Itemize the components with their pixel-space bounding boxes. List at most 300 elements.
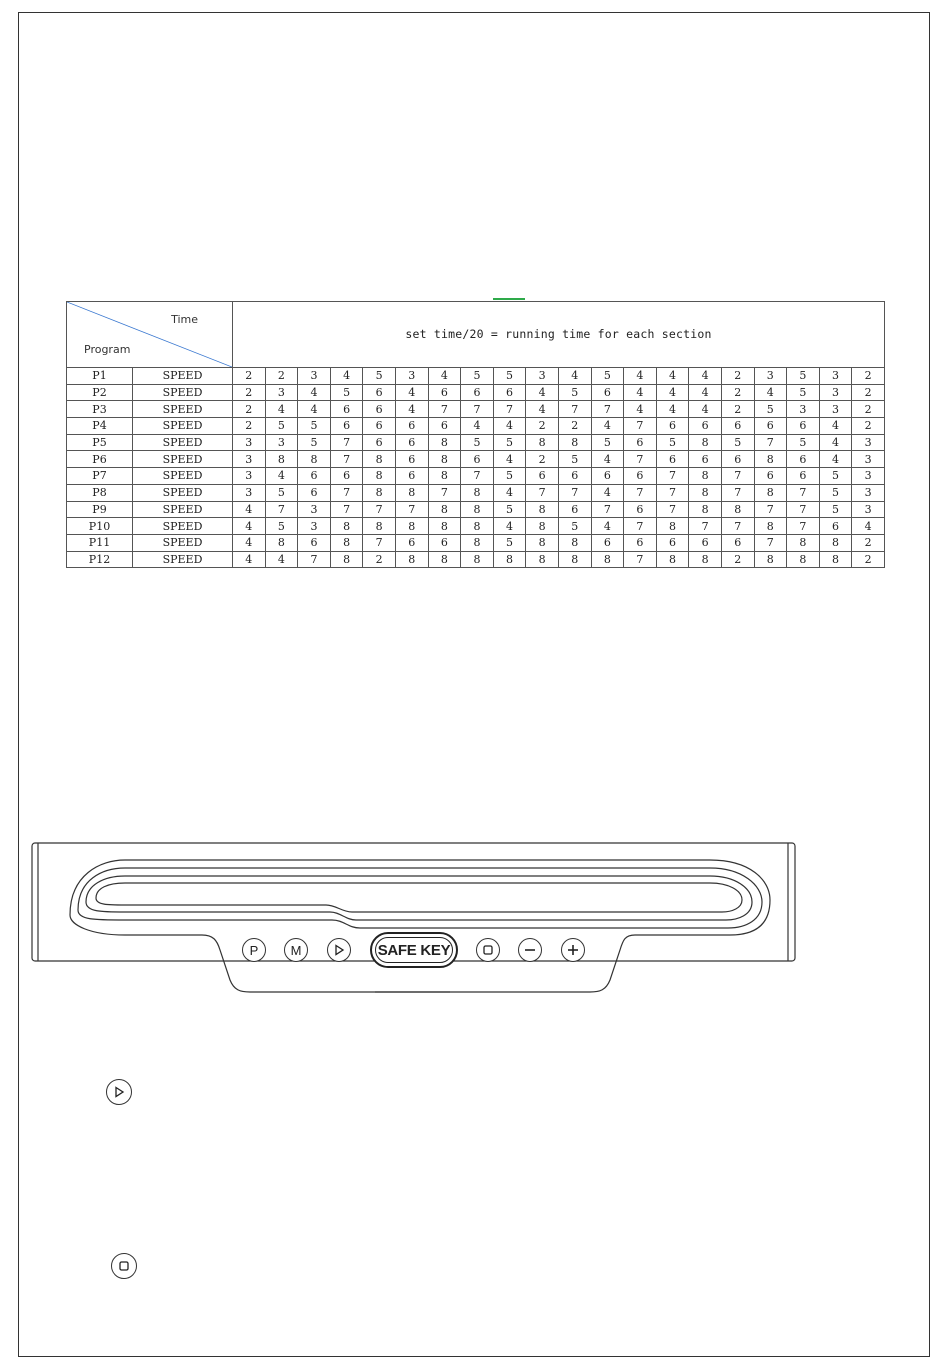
speed-value-cell: 8 bbox=[461, 551, 494, 568]
speed-value-cell: 4 bbox=[819, 434, 852, 451]
speed-value-cell: 6 bbox=[787, 418, 820, 435]
speed-value-cell: 2 bbox=[233, 401, 266, 418]
speed-value-cell: 4 bbox=[395, 384, 428, 401]
speed-value-cell: 7 bbox=[656, 468, 689, 485]
speed-value-cell: 8 bbox=[656, 518, 689, 535]
program-cell: P6 bbox=[67, 451, 133, 468]
speed-value-cell: 4 bbox=[233, 518, 266, 535]
speed-value-cell: 7 bbox=[624, 484, 657, 501]
speed-value-cell: 4 bbox=[298, 384, 331, 401]
speed-value-cell: 4 bbox=[330, 368, 363, 385]
speed-value-cell: 8 bbox=[754, 551, 787, 568]
speed-value-cell: 4 bbox=[298, 401, 331, 418]
speed-value-cell: 7 bbox=[461, 401, 494, 418]
speed-value-cell: 4 bbox=[493, 451, 526, 468]
speed-value-cell: 3 bbox=[819, 368, 852, 385]
speed-value-cell: 6 bbox=[591, 468, 624, 485]
speed-value-cell: 6 bbox=[591, 384, 624, 401]
speed-label-cell: SPEED bbox=[133, 368, 233, 385]
speed-value-cell: 3 bbox=[852, 434, 885, 451]
speed-value-cell: 5 bbox=[591, 368, 624, 385]
table-row bbox=[67, 501, 885, 518]
safe-key-label: SAFE KEY bbox=[377, 941, 451, 959]
speed-value-cell: 6 bbox=[754, 468, 787, 485]
speed-value-cell: 7 bbox=[754, 434, 787, 451]
speed-value-cell: 8 bbox=[493, 551, 526, 568]
speed-value-cell: 7 bbox=[363, 501, 396, 518]
safe-key-button[interactable] bbox=[370, 932, 458, 968]
speed-value-cell: 6 bbox=[721, 534, 754, 551]
speed-value-cell: 3 bbox=[233, 451, 266, 468]
speed-value-cell: 3 bbox=[298, 501, 331, 518]
speed-value-cell: 4 bbox=[265, 401, 298, 418]
speed-value-cell: 7 bbox=[558, 401, 591, 418]
speed-value-cell: 7 bbox=[363, 534, 396, 551]
speed-value-cell: 6 bbox=[558, 468, 591, 485]
stop-button[interactable] bbox=[476, 938, 500, 962]
speed-value-cell: 2 bbox=[852, 384, 885, 401]
speed-value-cell: 7 bbox=[428, 401, 461, 418]
speed-value-cell: 2 bbox=[852, 401, 885, 418]
program-cell: P5 bbox=[67, 434, 133, 451]
table-row bbox=[67, 484, 885, 501]
speed-value-cell: 6 bbox=[330, 401, 363, 418]
speed-value-cell: 8 bbox=[363, 518, 396, 535]
program-cell: P3 bbox=[67, 401, 133, 418]
speed-value-cell: 7 bbox=[330, 501, 363, 518]
speed-value-cell: 8 bbox=[787, 551, 820, 568]
speed-value-cell: 3 bbox=[395, 368, 428, 385]
speed-value-cell: 6 bbox=[428, 384, 461, 401]
speed-value-cell: 5 bbox=[819, 484, 852, 501]
speed-value-cell: 3 bbox=[233, 484, 266, 501]
speed-value-cell: 7 bbox=[721, 468, 754, 485]
speed-value-cell: 4 bbox=[624, 368, 657, 385]
speed-value-cell: 6 bbox=[428, 418, 461, 435]
speed-value-cell: 8 bbox=[787, 534, 820, 551]
speed-value-cell: 3 bbox=[298, 518, 331, 535]
speed-value-cell: 6 bbox=[656, 451, 689, 468]
speed-value-cell: 3 bbox=[298, 368, 331, 385]
speed-value-cell: 8 bbox=[428, 551, 461, 568]
speed-value-cell: 8 bbox=[591, 551, 624, 568]
speed-value-cell: 2 bbox=[721, 368, 754, 385]
speed-label-cell: SPEED bbox=[133, 551, 233, 568]
speed-value-cell: 6 bbox=[298, 484, 331, 501]
speed-value-cell: 6 bbox=[395, 468, 428, 485]
speed-value-cell: 8 bbox=[428, 434, 461, 451]
speed-value-cell: 5 bbox=[787, 384, 820, 401]
speed-value-cell: 3 bbox=[265, 434, 298, 451]
table-row bbox=[67, 384, 885, 401]
speed-value-cell: 5 bbox=[493, 434, 526, 451]
speed-value-cell: 8 bbox=[330, 551, 363, 568]
program-cell: P4 bbox=[67, 418, 133, 435]
speed-value-cell: 5 bbox=[493, 501, 526, 518]
speed-value-cell: 6 bbox=[461, 451, 494, 468]
speed-value-cell: 7 bbox=[787, 484, 820, 501]
speed-value-cell: 4 bbox=[461, 418, 494, 435]
table-row bbox=[67, 401, 885, 418]
speed-value-cell: 8 bbox=[689, 434, 722, 451]
speed-value-cell: 7 bbox=[298, 551, 331, 568]
speed-value-cell: 4 bbox=[689, 384, 722, 401]
speed-value-cell: 6 bbox=[624, 468, 657, 485]
speed-value-cell: 8 bbox=[754, 518, 787, 535]
speed-value-cell: 2 bbox=[526, 418, 559, 435]
speed-value-cell: 8 bbox=[526, 551, 559, 568]
speed-value-cell: 7 bbox=[330, 484, 363, 501]
treadmill-console-drawing bbox=[30, 840, 800, 995]
start-icon bbox=[333, 944, 345, 956]
speed-value-cell: 8 bbox=[558, 534, 591, 551]
speed-value-cell: 8 bbox=[461, 501, 494, 518]
speed-value-cell: 5 bbox=[298, 418, 331, 435]
speed-value-cell: 8 bbox=[330, 518, 363, 535]
speed-value-cell: 6 bbox=[363, 434, 396, 451]
speed-value-cell: 5 bbox=[461, 368, 494, 385]
header-note: set time/20 = running time for each section bbox=[233, 302, 885, 368]
program-cell: P12 bbox=[67, 551, 133, 568]
speed-value-cell: 7 bbox=[330, 451, 363, 468]
speed-value-cell: 6 bbox=[298, 534, 331, 551]
speed-value-cell: 7 bbox=[787, 518, 820, 535]
program-button-label: P bbox=[249, 942, 259, 958]
speed-value-cell: 3 bbox=[819, 384, 852, 401]
speed-value-cell: 4 bbox=[656, 384, 689, 401]
table-header-row bbox=[67, 302, 885, 368]
speed-value-cell: 7 bbox=[624, 518, 657, 535]
table-row bbox=[67, 468, 885, 485]
speed-value-cell: 6 bbox=[624, 434, 657, 451]
speed-value-cell: 3 bbox=[852, 468, 885, 485]
speed-value-cell: 2 bbox=[721, 551, 754, 568]
speed-value-cell: 8 bbox=[395, 551, 428, 568]
legend-stop-icon bbox=[111, 1253, 137, 1279]
page-border bbox=[18, 12, 930, 1357]
speed-value-cell: 3 bbox=[754, 368, 787, 385]
program-cell: P8 bbox=[67, 484, 133, 501]
speed-value-cell: 3 bbox=[819, 401, 852, 418]
speed-value-cell: 7 bbox=[721, 484, 754, 501]
speed-value-cell: 4 bbox=[819, 451, 852, 468]
program-cell: P2 bbox=[67, 384, 133, 401]
stop-icon bbox=[118, 1260, 130, 1272]
speed-value-cell: 6 bbox=[689, 534, 722, 551]
program-cell: P1 bbox=[67, 368, 133, 385]
speed-value-cell: 8 bbox=[363, 451, 396, 468]
speed-value-cell: 6 bbox=[330, 468, 363, 485]
table-row bbox=[67, 518, 885, 535]
speed-value-cell: 5 bbox=[493, 368, 526, 385]
table-row bbox=[67, 434, 885, 451]
speed-value-cell: 5 bbox=[298, 434, 331, 451]
console-outline bbox=[30, 840, 800, 995]
speed-value-cell: 4 bbox=[493, 418, 526, 435]
speed-value-cell: 7 bbox=[330, 434, 363, 451]
stop-icon bbox=[482, 944, 494, 956]
speed-label-cell: SPEED bbox=[133, 451, 233, 468]
speed-value-cell: 6 bbox=[526, 468, 559, 485]
speed-value-cell: 4 bbox=[558, 368, 591, 385]
speed-value-cell: 6 bbox=[689, 451, 722, 468]
speed-value-cell: 4 bbox=[428, 368, 461, 385]
speed-value-cell: 8 bbox=[819, 534, 852, 551]
speed-value-cell: 8 bbox=[395, 484, 428, 501]
speed-value-cell: 8 bbox=[526, 501, 559, 518]
speed-value-cell: 4 bbox=[526, 384, 559, 401]
speed-value-cell: 4 bbox=[265, 551, 298, 568]
speed-value-cell: 6 bbox=[787, 468, 820, 485]
speed-value-cell: 6 bbox=[656, 418, 689, 435]
speed-value-cell: 2 bbox=[233, 384, 266, 401]
speed-value-cell: 2 bbox=[721, 384, 754, 401]
speed-value-cell: 2 bbox=[852, 551, 885, 568]
speed-value-cell: 5 bbox=[721, 434, 754, 451]
speed-value-cell: 4 bbox=[656, 401, 689, 418]
speed-value-cell: 6 bbox=[395, 451, 428, 468]
speed-value-cell: 4 bbox=[591, 418, 624, 435]
speed-value-cell: 3 bbox=[852, 484, 885, 501]
speed-label-cell: SPEED bbox=[133, 518, 233, 535]
speed-label-cell: SPEED bbox=[133, 484, 233, 501]
speed-value-cell: 8 bbox=[689, 551, 722, 568]
speed-value-cell: 8 bbox=[330, 534, 363, 551]
speed-value-cell: 6 bbox=[754, 418, 787, 435]
speed-value-cell: 4 bbox=[591, 451, 624, 468]
speed-value-cell: 2 bbox=[852, 418, 885, 435]
speed-value-cell: 6 bbox=[363, 418, 396, 435]
mode-button[interactable] bbox=[284, 938, 308, 962]
speed-value-cell: 2 bbox=[852, 368, 885, 385]
speed-value-cell: 6 bbox=[819, 518, 852, 535]
speed-value-cell: 6 bbox=[395, 534, 428, 551]
speed-value-cell: 6 bbox=[721, 418, 754, 435]
speed-value-cell: 6 bbox=[330, 418, 363, 435]
program-cell: P7 bbox=[67, 468, 133, 485]
speed-value-cell: 6 bbox=[656, 534, 689, 551]
speed-value-cell: 2 bbox=[363, 551, 396, 568]
speed-value-cell: 6 bbox=[689, 418, 722, 435]
speed-value-cell: 5 bbox=[461, 434, 494, 451]
speed-value-cell: 8 bbox=[363, 484, 396, 501]
speed-value-cell: 4 bbox=[754, 384, 787, 401]
speed-value-cell: 4 bbox=[233, 534, 266, 551]
speed-value-cell: 8 bbox=[689, 484, 722, 501]
table-row bbox=[67, 368, 885, 385]
header-program-label: Program bbox=[84, 343, 131, 356]
speed-value-cell: 6 bbox=[428, 534, 461, 551]
speed-value-cell: 5 bbox=[558, 451, 591, 468]
speed-value-cell: 7 bbox=[461, 468, 494, 485]
speed-value-cell: 6 bbox=[298, 468, 331, 485]
speed-value-cell: 8 bbox=[428, 468, 461, 485]
speed-value-cell: 5 bbox=[819, 468, 852, 485]
speed-value-cell: 8 bbox=[558, 434, 591, 451]
speed-value-cell: 8 bbox=[754, 484, 787, 501]
speed-value-cell: 5 bbox=[787, 368, 820, 385]
speed-value-cell: 6 bbox=[363, 384, 396, 401]
table-row bbox=[67, 418, 885, 435]
speed-value-cell: 8 bbox=[461, 518, 494, 535]
speed-value-cell: 7 bbox=[395, 501, 428, 518]
speed-up-button[interactable] bbox=[561, 938, 585, 962]
speed-value-cell: 5 bbox=[591, 434, 624, 451]
speed-value-cell: 4 bbox=[852, 518, 885, 535]
table-row bbox=[67, 451, 885, 468]
program-table bbox=[66, 301, 885, 568]
speed-value-cell: 3 bbox=[787, 401, 820, 418]
speed-value-cell: 6 bbox=[624, 501, 657, 518]
speed-value-cell: 7 bbox=[624, 551, 657, 568]
speed-value-cell: 7 bbox=[787, 501, 820, 518]
speed-value-cell: 5 bbox=[265, 484, 298, 501]
speed-value-cell: 8 bbox=[721, 501, 754, 518]
plus-icon bbox=[566, 943, 580, 957]
speed-value-cell: 4 bbox=[689, 368, 722, 385]
speed-value-cell: 5 bbox=[558, 518, 591, 535]
speed-value-cell: 8 bbox=[819, 551, 852, 568]
speed-value-cell: 7 bbox=[493, 401, 526, 418]
speed-value-cell: 4 bbox=[591, 518, 624, 535]
speed-value-cell: 3 bbox=[233, 468, 266, 485]
speed-value-cell: 7 bbox=[721, 518, 754, 535]
mode-button-label: M bbox=[290, 942, 302, 958]
speed-value-cell: 5 bbox=[558, 384, 591, 401]
speed-value-cell: 3 bbox=[265, 384, 298, 401]
speed-value-cell: 4 bbox=[265, 468, 298, 485]
speed-value-cell: 2 bbox=[558, 418, 591, 435]
speed-value-cell: 8 bbox=[363, 468, 396, 485]
speed-value-cell: 7 bbox=[624, 418, 657, 435]
speed-value-cell: 2 bbox=[265, 368, 298, 385]
speed-value-cell: 8 bbox=[428, 501, 461, 518]
speed-value-cell: 5 bbox=[656, 434, 689, 451]
speed-value-cell: 8 bbox=[298, 451, 331, 468]
speed-label-cell: SPEED bbox=[133, 534, 233, 551]
speed-value-cell: 3 bbox=[852, 501, 885, 518]
diagonal-header-cell bbox=[67, 302, 233, 368]
speed-value-cell: 8 bbox=[265, 534, 298, 551]
speed-value-cell: 6 bbox=[363, 401, 396, 418]
speed-value-cell: 7 bbox=[754, 534, 787, 551]
start-button[interactable] bbox=[327, 938, 351, 962]
table-row bbox=[67, 534, 885, 551]
speed-value-cell: 7 bbox=[558, 484, 591, 501]
speed-value-cell: 7 bbox=[656, 501, 689, 518]
speed-down-button[interactable] bbox=[518, 938, 542, 962]
speed-value-cell: 7 bbox=[656, 484, 689, 501]
program-button[interactable] bbox=[242, 938, 266, 962]
speed-value-cell: 7 bbox=[265, 501, 298, 518]
speed-value-cell: 8 bbox=[428, 518, 461, 535]
speed-value-cell: 7 bbox=[526, 484, 559, 501]
speed-value-cell: 7 bbox=[689, 518, 722, 535]
speed-value-cell: 4 bbox=[819, 418, 852, 435]
speed-value-cell: 2 bbox=[852, 534, 885, 551]
speed-value-cell: 4 bbox=[624, 401, 657, 418]
speed-value-cell: 8 bbox=[689, 468, 722, 485]
speed-value-cell: 6 bbox=[395, 434, 428, 451]
speed-value-cell: 8 bbox=[265, 451, 298, 468]
speed-value-cell: 4 bbox=[493, 518, 526, 535]
speed-value-cell: 6 bbox=[558, 501, 591, 518]
speed-value-cell: 5 bbox=[363, 368, 396, 385]
speed-value-cell: 8 bbox=[558, 551, 591, 568]
legend-start-icon bbox=[106, 1079, 132, 1105]
speed-value-cell: 5 bbox=[265, 418, 298, 435]
speed-value-cell: 7 bbox=[754, 501, 787, 518]
speed-value-cell: 4 bbox=[233, 501, 266, 518]
speed-value-cell: 7 bbox=[591, 501, 624, 518]
speed-label-cell: SPEED bbox=[133, 401, 233, 418]
speed-value-cell: 5 bbox=[265, 518, 298, 535]
speed-value-cell: 7 bbox=[591, 401, 624, 418]
minus-icon bbox=[523, 943, 537, 957]
speed-value-cell: 6 bbox=[493, 384, 526, 401]
speed-value-cell: 8 bbox=[461, 484, 494, 501]
speed-value-cell: 4 bbox=[591, 484, 624, 501]
speed-value-cell: 3 bbox=[852, 451, 885, 468]
speed-value-cell: 2 bbox=[526, 451, 559, 468]
speed-value-cell: 2 bbox=[233, 368, 266, 385]
speed-value-cell: 6 bbox=[721, 451, 754, 468]
diagonal-line bbox=[67, 302, 232, 367]
program-cell: P11 bbox=[67, 534, 133, 551]
speed-value-cell: 6 bbox=[591, 534, 624, 551]
speed-value-cell: 7 bbox=[428, 484, 461, 501]
table-row bbox=[67, 551, 885, 568]
speed-value-cell: 4 bbox=[233, 551, 266, 568]
speed-value-cell: 8 bbox=[689, 501, 722, 518]
speed-value-cell: 3 bbox=[526, 368, 559, 385]
speed-value-cell: 5 bbox=[819, 501, 852, 518]
speed-value-cell: 4 bbox=[395, 401, 428, 418]
speed-value-cell: 6 bbox=[395, 418, 428, 435]
speed-value-cell: 8 bbox=[526, 518, 559, 535]
speed-value-cell: 2 bbox=[233, 418, 266, 435]
speed-label-cell: SPEED bbox=[133, 468, 233, 485]
program-cell: P10 bbox=[67, 518, 133, 535]
speed-value-cell: 3 bbox=[233, 434, 266, 451]
speed-value-cell: 8 bbox=[526, 434, 559, 451]
speed-value-cell: 6 bbox=[624, 534, 657, 551]
speed-value-cell: 8 bbox=[656, 551, 689, 568]
speed-value-cell: 7 bbox=[624, 451, 657, 468]
speed-value-cell: 8 bbox=[428, 451, 461, 468]
start-icon bbox=[113, 1086, 125, 1098]
speed-value-cell: 5 bbox=[493, 468, 526, 485]
program-table-section bbox=[66, 301, 884, 574]
speed-label-cell: SPEED bbox=[133, 384, 233, 401]
speed-value-cell: 8 bbox=[526, 534, 559, 551]
speed-value-cell: 5 bbox=[330, 384, 363, 401]
speed-value-cell: 5 bbox=[493, 534, 526, 551]
speed-value-cell: 5 bbox=[754, 401, 787, 418]
speed-label-cell: SPEED bbox=[133, 434, 233, 451]
program-cell: P9 bbox=[67, 501, 133, 518]
speed-value-cell: 4 bbox=[493, 484, 526, 501]
speed-value-cell: 6 bbox=[787, 451, 820, 468]
speed-value-cell: 5 bbox=[787, 434, 820, 451]
header-time-label: Time bbox=[171, 313, 198, 326]
speed-value-cell: 4 bbox=[526, 401, 559, 418]
speed-value-cell: 8 bbox=[461, 534, 494, 551]
speed-value-cell: 8 bbox=[754, 451, 787, 468]
speed-label-cell: SPEED bbox=[133, 501, 233, 518]
speed-label-cell: SPEED bbox=[133, 418, 233, 435]
speed-value-cell: 4 bbox=[656, 368, 689, 385]
